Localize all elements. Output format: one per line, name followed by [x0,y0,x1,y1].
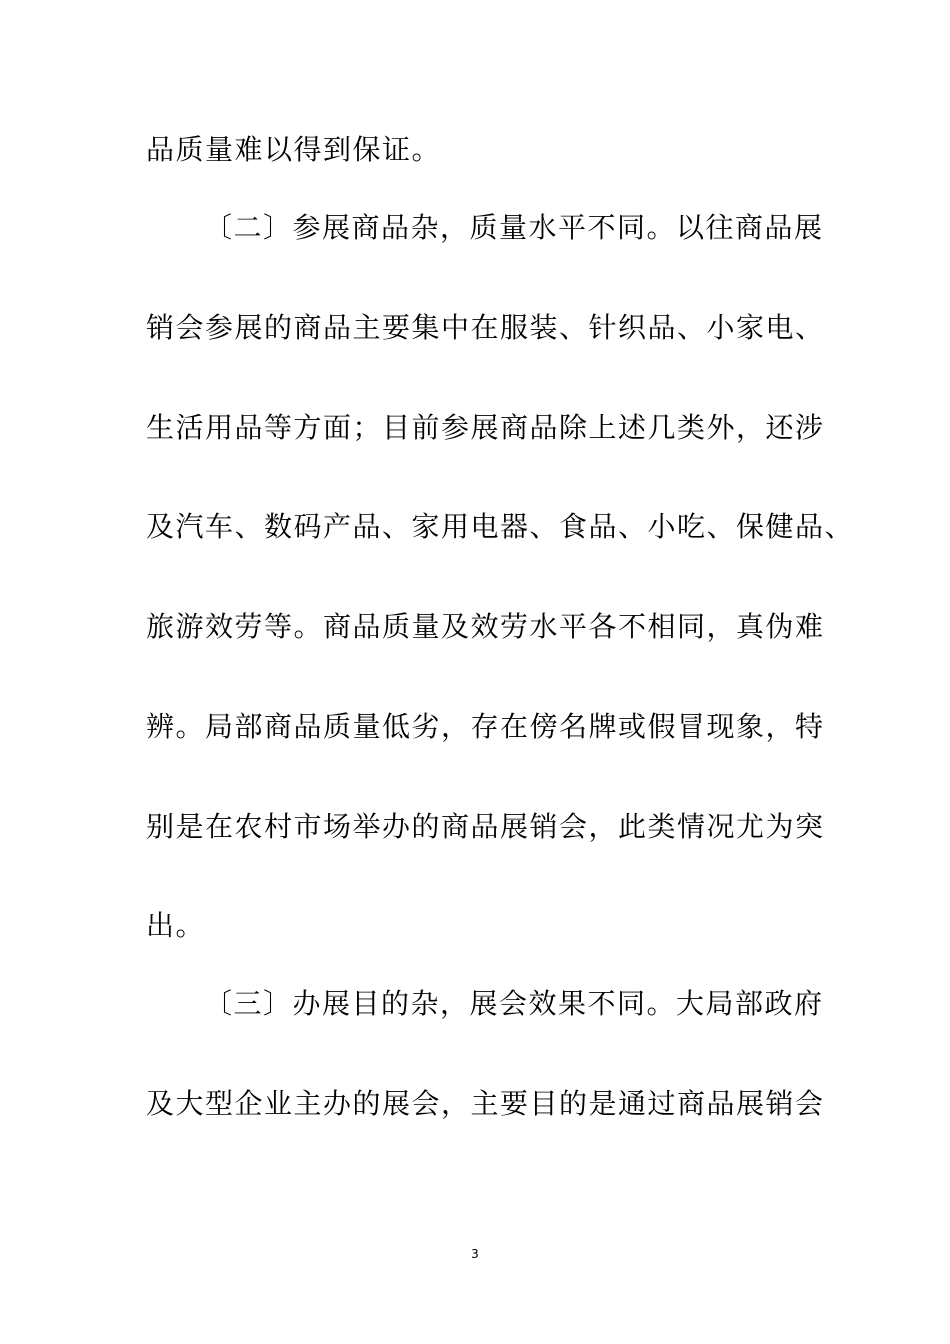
text-line-4: 生活用品等方面；目前参展商品除上述几类外，还涉 [146,411,825,444]
text-line-3: 销会参展的商品主要集中在服装、针织品、小家电、 [146,311,825,344]
text-line-11: 及大型企业主办的展会，主要目的是通过商品展销会 [146,1087,825,1120]
text-line-5: 及汽车、数码产品、家用电器、食品、小吃、保健品、 [146,510,855,543]
text-line-10: 〔三〕办展目的杂，展会效果不同。大局部政府 [204,987,824,1020]
page-number: 3 [471,1247,479,1261]
text-line-2: 〔二〕参展商品杂，质量水平不同。以往商品展 [204,211,824,244]
text-line-1: 品质量难以得到保证。 [146,133,442,166]
text-line-6: 旅游效劳等。商品质量及效劳水平各不相同，真伪难 [146,610,825,643]
text-line-8: 别是在农村市场举办的商品展销会，此类情况尤为突 [146,810,825,843]
text-line-7: 辨。局部商品质量低劣，存在傍名牌或假冒现象，特 [146,710,825,743]
text-line-9: 出。 [146,909,206,942]
